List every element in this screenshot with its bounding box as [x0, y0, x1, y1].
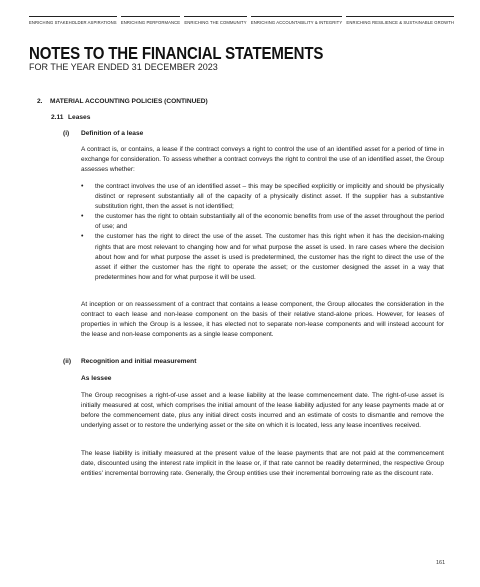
subsection-title: Leases	[68, 114, 91, 121]
item-title: Recognition and initial measurement	[81, 358, 197, 365]
item-number: (ii)	[63, 358, 72, 365]
list-item	[81, 232, 444, 282]
bullet-icon: •	[81, 233, 84, 241]
criteria-list	[81, 182, 444, 283]
list-item	[81, 212, 444, 232]
page-number: 161	[436, 560, 446, 566]
list-item-text: the customer has the right to obtain substantially all of the economic benefits from use of the asset throughout the period of use; and	[95, 213, 444, 231]
nav-item-performance[interactable]: ENRICHING PERFORMANCE	[121, 16, 180, 25]
top-navigation	[29, 16, 454, 28]
paragraph-right-of-use: The Group recognises a right-of-use asset and a lease liability at the lease commencement date. The right-of-use asset is initially measured at cost, which comprises the initial amount of the lease liability adjusted for any lease payments made at or before the commencement date, plus any initial direct costs incurred and an estimate of costs to dismantle and remove the underlying asset or to restore the underlying asset or the site on which it is located, less any lease incentives received.	[81, 392, 444, 430]
section-title: MATERIAL ACCOUNTING POLICIES (CONTINUED)	[50, 98, 208, 105]
section-number: 2.	[37, 98, 43, 105]
list-item-text: the customer has the right to direct the use of the asset. The customer has this right when it has the decision-making rights that are most relevant to changing how and for what purpose the asset is used. In rare cases where the decision about how and for what purpose the asset is used is predetermined, the customer has the right to direct the use of the asset if either the customer has the right to operate the asset; or the customer designed the asset in a way that predetermines how and for what purpose it will be used.	[95, 233, 444, 281]
paragraph-definition: A contract is, or contains, a lease if the contract conveys a right to control the use of an identified asset for a period of time in exchange for consideration. To assess whether a contract conveys the right to control the use of an identified asset, the Group assesses whether:	[81, 146, 444, 174]
page-title: NOTES TO THE FINANCIAL STATEMENTS	[29, 43, 324, 63]
item-heading-definition	[63, 130, 143, 137]
nav-item-accountability-integrity[interactable]: ENRICHING ACCOUNTABILITY & INTEGRITY	[251, 16, 342, 25]
section-heading	[37, 98, 208, 105]
page-subtitle: FOR THE YEAR ENDED 31 DECEMBER 2023	[29, 62, 218, 72]
list-item	[81, 182, 444, 212]
item-heading-recognition	[63, 358, 196, 365]
bullet-icon: •	[81, 213, 84, 221]
item-number: (i)	[63, 130, 70, 137]
bullet-icon: •	[81, 183, 84, 190]
item-title: Definition of a lease	[81, 130, 144, 137]
as-lessee-heading: As lessee	[81, 375, 112, 382]
paragraph-allocation: At inception or on reassessment of a contract that contains a lease component, the Group allocates the consideration in the contract to each lease and non-lease component on the basis of their relative stand-alone prices. However, for leases of properties in which the Group is a lessee, it has elected not to separate non-lease components and will instead account for the lease and non-lease components as a single lease component.	[81, 301, 444, 339]
paragraph-lease-liability: The lease liability is initially measured at the present value of the lease payments that are not paid at the commencement date, discounted using the interest rate implicit in the lease or, if that rate cannot be readily determined, the respective Group entities' incremental borrowing rate. Generally, the Group entities use their incremental borrowing rate as the discount rate.	[81, 450, 444, 478]
nav-item-stakeholder-aspirations[interactable]: ENRICHING STAKEHOLDER ASPIRATIONS	[29, 16, 117, 25]
nav-item-community[interactable]: ENRICHING THE COMMUNITY	[184, 16, 246, 25]
list-item-text: the contract involves the use of an identified asset – this may be specified explicitly or implicitly and should be physically distinct or represent substantially all of the capacity of a physically distinct asset. If the supplier has a substantive substitution right, then the asset is not identified;	[95, 183, 444, 211]
subsection-number: 2.11	[51, 114, 64, 121]
subsection-heading	[51, 114, 90, 121]
nav-item-resilience-growth[interactable]: ENRICHING RESILIENCE & SUSTAINABLE GROWTH	[346, 16, 454, 25]
